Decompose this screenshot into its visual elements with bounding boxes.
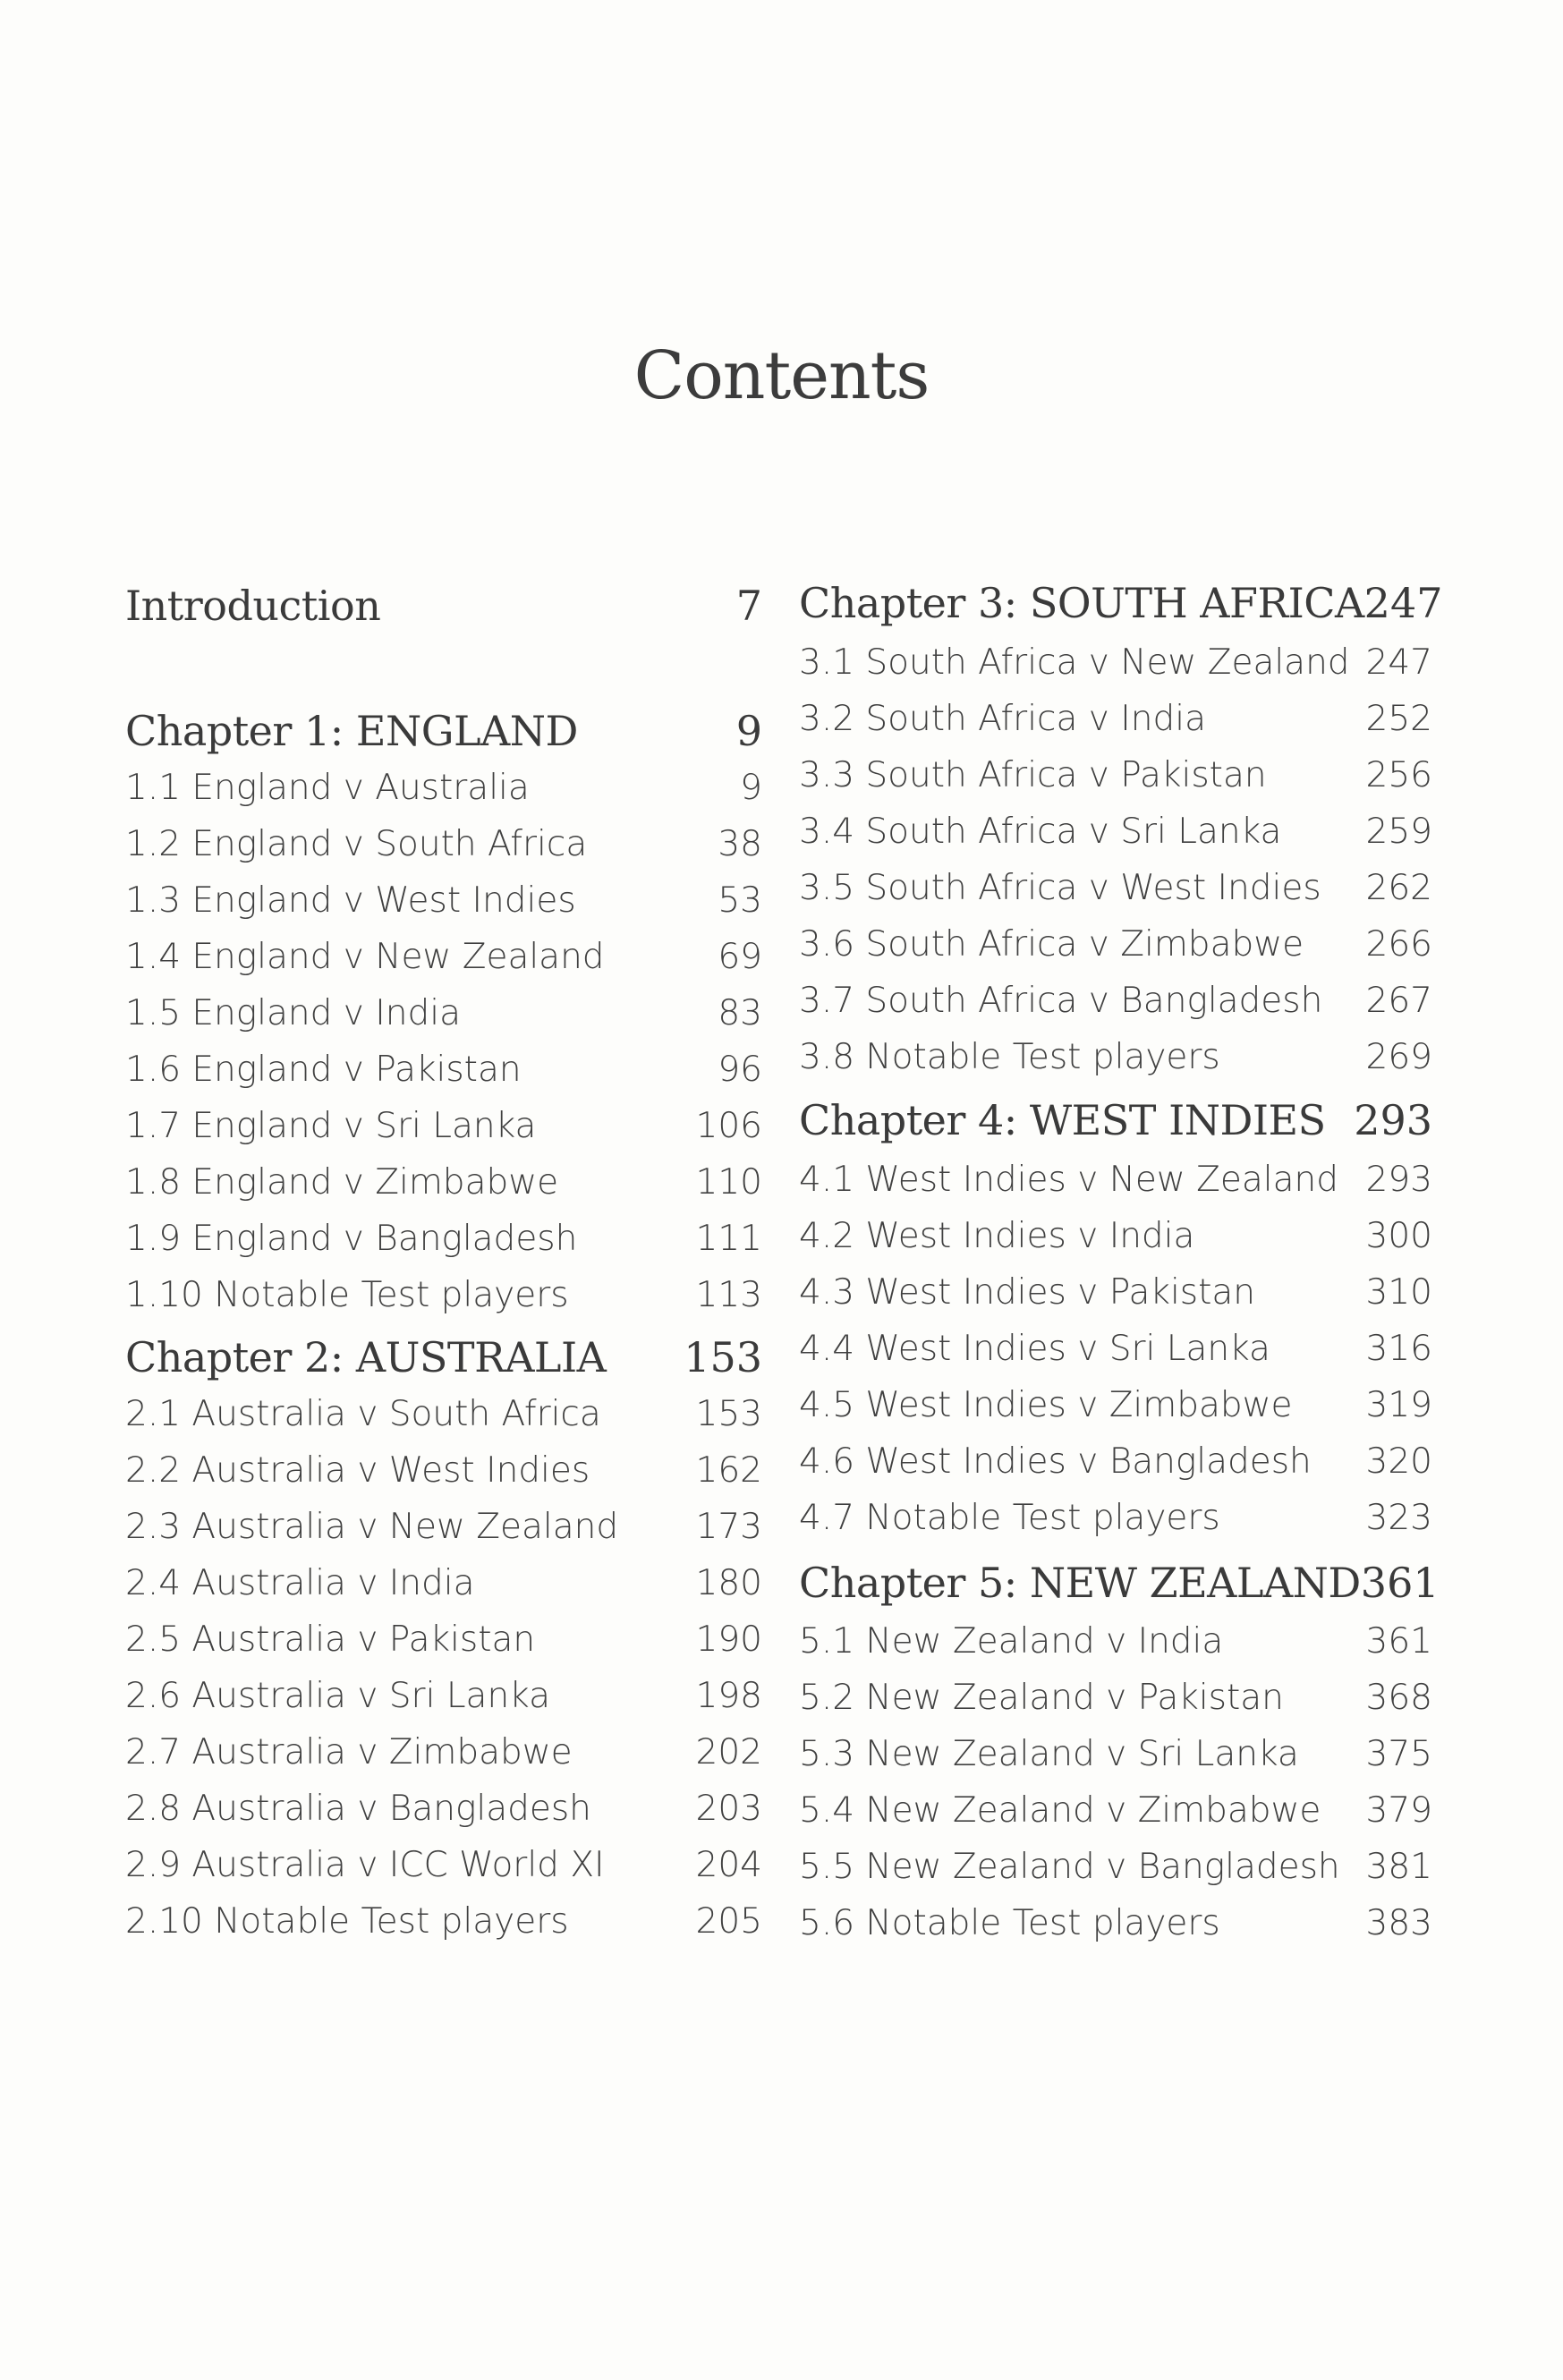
toc-section-entry[interactable] xyxy=(799,1321,1432,1376)
toc-section-entry[interactable] xyxy=(799,1152,1432,1207)
toc-entry-page-number: 368 xyxy=(1365,1677,1432,1718)
toc-section-entry[interactable] xyxy=(125,1611,762,1667)
toc-section-entry[interactable] xyxy=(799,634,1432,690)
toc-entry-page-number: 153 xyxy=(684,1333,762,1381)
toc-section-entry[interactable] xyxy=(799,860,1432,915)
toc-entry-page-number: 379 xyxy=(1365,1789,1432,1831)
toc-entry-page-number: 7 xyxy=(735,582,762,630)
toc-entry-label: 2.7 Australia v Zimbabwe xyxy=(125,1731,573,1772)
toc-entry-page-number: 53 xyxy=(718,880,762,921)
toc-entry-page-number: 110 xyxy=(695,1161,762,1203)
toc-section-entry[interactable] xyxy=(799,1613,1432,1669)
toc-entry-page-number: 267 xyxy=(1365,980,1432,1021)
toc-entry-label: 1.9 England v Bangladesh xyxy=(125,1218,578,1259)
toc-section-entry[interactable] xyxy=(125,1442,762,1498)
toc-entry-label: 3.5 South Africa v West Indies xyxy=(799,867,1321,908)
toc-entry-page-number: 83 xyxy=(718,992,762,1033)
toc-section-entry[interactable] xyxy=(125,760,762,815)
toc-chapter-entry[interactable] xyxy=(125,703,762,759)
toc-section-entry[interactable] xyxy=(125,872,762,928)
toc-entry-label: 2.3 Australia v New Zealand xyxy=(125,1506,619,1547)
toc-entry-page-number: 111 xyxy=(695,1218,762,1259)
toc-entry-label: 2.5 Australia v Pakistan xyxy=(125,1619,536,1660)
toc-entry-page-number: 204 xyxy=(695,1844,762,1885)
toc-entry-page-number: 247 xyxy=(1363,579,1443,627)
toc-entry-label: 3.1 South Africa v New Zealand xyxy=(799,642,1350,683)
toc-entry-page-number: 323 xyxy=(1365,1497,1432,1538)
toc-entry-label: 3.7 South Africa v Bangladesh xyxy=(799,980,1323,1021)
toc-chapter-entry[interactable] xyxy=(125,1330,762,1385)
toc-entry-page-number: 320 xyxy=(1365,1441,1432,1482)
toc-entry-label: 1.4 England v New Zealand xyxy=(125,936,605,977)
toc-section-entry[interactable] xyxy=(799,1029,1432,1084)
toc-entry-page-number: 180 xyxy=(695,1562,762,1603)
toc-entry-label: 4.1 West Indies v New Zealand xyxy=(799,1159,1338,1200)
toc-entry-page-number: 361 xyxy=(1365,1620,1432,1662)
toc-entry-label: 5.1 New Zealand v India xyxy=(799,1620,1224,1662)
toc-entry-label: 1.3 England v West Indies xyxy=(125,880,576,921)
toc-entry-label: 4.2 West Indies v India xyxy=(799,1215,1195,1256)
toc-section-entry[interactable] xyxy=(799,973,1432,1028)
toc-entry-label: 5.2 New Zealand v Pakistan xyxy=(799,1677,1284,1718)
toc-entry-label: 4.5 West Indies v Zimbabwe xyxy=(799,1384,1293,1425)
toc-chapter-entry[interactable] xyxy=(799,1555,1440,1611)
toc-entry-label: 3.4 South Africa v Sri Lanka xyxy=(799,811,1282,852)
toc-section-entry[interactable] xyxy=(125,1555,762,1611)
toc-entry-label: 2.9 Australia v ICC World XI xyxy=(125,1844,605,1885)
toc-entry-page-number: 262 xyxy=(1365,867,1432,908)
toc-entry-page-number: 316 xyxy=(1365,1328,1432,1369)
toc-section-entry[interactable] xyxy=(799,1782,1432,1838)
toc-chapter-entry[interactable] xyxy=(799,1092,1432,1148)
toc-entry-page-number: 153 xyxy=(695,1393,762,1434)
toc-entry-label: 5.4 New Zealand v Zimbabwe xyxy=(799,1789,1321,1831)
toc-section-entry[interactable] xyxy=(799,1670,1432,1725)
toc-entry-page-number: 381 xyxy=(1365,1846,1432,1887)
toc-entry-page-number: 38 xyxy=(718,823,762,864)
toc-section-entry[interactable] xyxy=(799,1208,1432,1263)
toc-entry-page-number: 9 xyxy=(735,707,762,755)
toc-entry-label: 4.6 West Indies v Bangladesh xyxy=(799,1441,1312,1482)
toc-entry-label: 4.3 West Indies v Pakistan xyxy=(799,1271,1256,1313)
toc-entry-page-number: 375 xyxy=(1365,1733,1432,1774)
toc-entry-label: Chapter 3: SOUTH AFRICA xyxy=(799,579,1364,627)
toc-entry-label: 5.3 New Zealand v Sri Lanka xyxy=(799,1733,1299,1774)
toc-entry-page-number: 252 xyxy=(1365,698,1432,739)
toc-entry-page-number: 96 xyxy=(718,1049,762,1090)
toc-entry-page-number: 269 xyxy=(1365,1036,1432,1077)
toc-entry-label: 2.4 Australia v India xyxy=(125,1562,475,1603)
toc-section-entry[interactable] xyxy=(125,1267,762,1322)
toc-entry-page-number: 106 xyxy=(695,1105,762,1146)
toc-entry-label: Chapter 2: AUSTRALIA xyxy=(125,1333,607,1381)
toc-entry-page-number: 256 xyxy=(1365,754,1432,795)
toc-section-entry[interactable] xyxy=(125,1098,762,1153)
toc-section-entry[interactable] xyxy=(799,1839,1432,1894)
toc-entry-page-number: 113 xyxy=(695,1274,762,1315)
toc-entry-label: Introduction xyxy=(125,582,381,630)
toc-section-entry[interactable] xyxy=(125,1499,762,1554)
toc-entry-page-number: 173 xyxy=(695,1506,762,1547)
toc-entry-label: 5.5 New Zealand v Bangladesh xyxy=(799,1846,1340,1887)
toc-section-entry[interactable] xyxy=(799,1895,1432,1951)
toc-entry-label: 1.1 England v Australia xyxy=(125,767,530,808)
toc-entry-label: 3.3 South Africa v Pakistan xyxy=(799,754,1267,795)
toc-section-entry[interactable] xyxy=(799,916,1432,972)
toc-section-entry[interactable] xyxy=(799,1377,1432,1432)
toc-entry-label: 2.6 Australia v Sri Lanka xyxy=(125,1675,550,1716)
page-title: Contents xyxy=(633,337,930,414)
toc-section-entry[interactable] xyxy=(125,1724,762,1780)
toc-entry-label: 1.7 England v Sri Lanka xyxy=(125,1105,537,1146)
toc-entry-page-number: 293 xyxy=(1354,1096,1432,1144)
toc-section-entry[interactable] xyxy=(125,1668,762,1723)
toc-section-entry[interactable] xyxy=(799,747,1432,803)
toc-entry-label: 4.7 Notable Test players xyxy=(799,1497,1220,1538)
toc-entry-page-number: 203 xyxy=(695,1788,762,1829)
toc-section-entry[interactable] xyxy=(125,1893,762,1949)
toc-section-entry[interactable] xyxy=(125,1386,762,1441)
toc-entry-page-number: 310 xyxy=(1365,1271,1432,1313)
toc-entry-label: Chapter 5: NEW ZEALAND xyxy=(799,1559,1361,1607)
toc-entry-label: 2.10 Notable Test players xyxy=(125,1900,569,1942)
toc-section-entry[interactable] xyxy=(799,1264,1432,1320)
toc-entry-label: 1.8 England v Zimbabwe xyxy=(125,1161,559,1203)
toc-entry-page-number: 247 xyxy=(1365,642,1432,683)
toc-entry-label: 2.1 Australia v South Africa xyxy=(125,1393,601,1434)
toc-entry-label: 2.2 Australia v West Indies xyxy=(125,1449,590,1491)
toc-entry-page-number: 162 xyxy=(695,1449,762,1491)
toc-entry-page-number: 319 xyxy=(1365,1384,1432,1425)
toc-entry-label: 1.5 England v India xyxy=(125,992,461,1033)
toc-entry-page-number: 205 xyxy=(695,1900,762,1942)
toc-entry-label: 3.2 South Africa v India xyxy=(799,698,1206,739)
toc-entry-page-number: 69 xyxy=(718,936,762,977)
toc-section-entry[interactable] xyxy=(799,1490,1432,1545)
toc-entry-page-number: 9 xyxy=(740,767,762,808)
toc-entry-label: 4.4 West Indies v Sri Lanka xyxy=(799,1328,1270,1369)
toc-section-entry[interactable] xyxy=(799,803,1432,859)
toc-section-entry[interactable] xyxy=(125,1781,762,1836)
toc-entry-page-number: 300 xyxy=(1365,1215,1432,1256)
toc-entry-page-number: 293 xyxy=(1365,1159,1432,1200)
toc-entry-label: 1.2 England v South Africa xyxy=(125,823,588,864)
toc-section-entry[interactable] xyxy=(799,1433,1432,1489)
toc-entry-page-number: 383 xyxy=(1365,1902,1432,1943)
toc-entry-label: 3.6 South Africa v Zimbabwe xyxy=(799,923,1304,965)
toc-section-entry[interactable] xyxy=(125,816,762,871)
toc-chapter-entry[interactable] xyxy=(125,578,762,633)
toc-entry-label: 2.8 Australia v Bangladesh xyxy=(125,1788,591,1829)
toc-entry-label: 1.6 England v Pakistan xyxy=(125,1049,522,1090)
toc-entry-label: 5.6 Notable Test players xyxy=(799,1902,1220,1943)
toc-section-entry[interactable] xyxy=(125,985,762,1041)
toc-section-entry[interactable] xyxy=(125,1041,762,1097)
toc-section-entry[interactable] xyxy=(125,1211,762,1266)
toc-entry-page-number: 190 xyxy=(695,1619,762,1660)
toc-entry-page-number: 259 xyxy=(1365,811,1432,852)
toc-entry-page-number: 266 xyxy=(1365,923,1432,965)
toc-section-entry[interactable] xyxy=(799,1726,1432,1781)
toc-entry-page-number: 202 xyxy=(695,1731,762,1772)
toc-entry-page-number: 361 xyxy=(1360,1559,1440,1607)
toc-entry-label: Chapter 1: ENGLAND xyxy=(125,707,578,755)
toc-entry-page-number: 198 xyxy=(695,1675,762,1716)
toc-section-entry[interactable] xyxy=(125,1837,762,1892)
toc-section-entry[interactable] xyxy=(125,929,762,984)
toc-entry-label: 1.10 Notable Test players xyxy=(125,1274,569,1315)
toc-chapter-entry[interactable] xyxy=(799,575,1443,631)
toc-entry-label: Chapter 4: WEST INDIES xyxy=(799,1096,1326,1144)
toc-entry-label: 3.8 Notable Test players xyxy=(799,1036,1220,1077)
toc-section-entry[interactable] xyxy=(799,691,1432,746)
toc-section-entry[interactable] xyxy=(125,1154,762,1210)
